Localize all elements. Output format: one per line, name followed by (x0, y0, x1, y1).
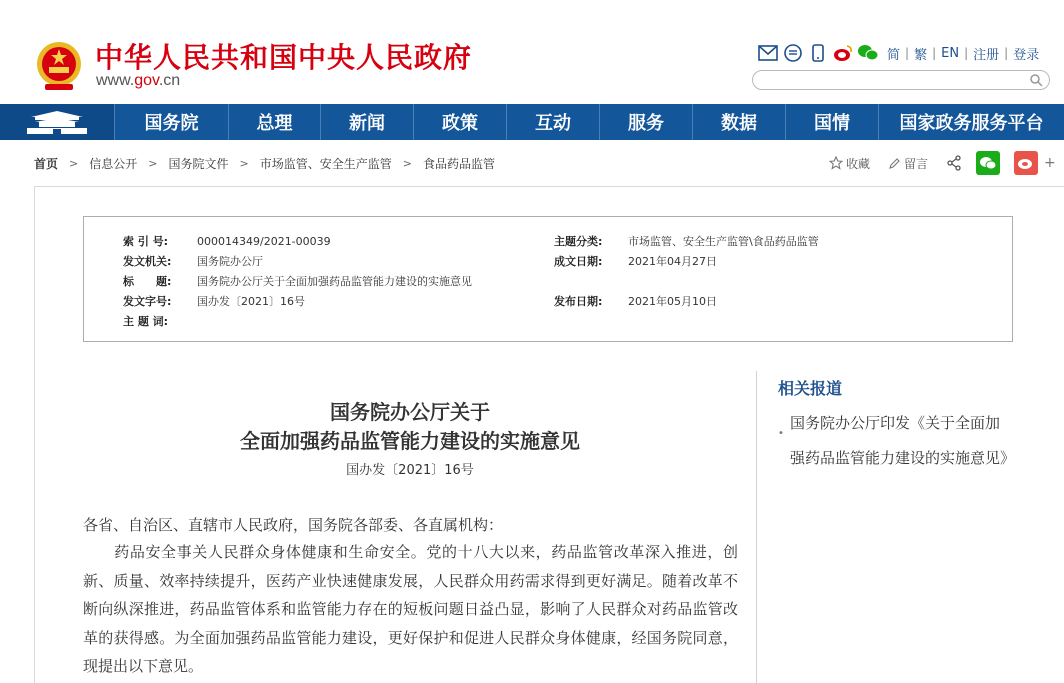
meta-keywords (123, 313, 197, 329)
document-metadata-box (83, 216, 1013, 342)
bullet-icon: • (778, 428, 784, 439)
meta-value: 国办发〔2021〕16号 (197, 295, 305, 308)
lang-simplified-link[interactable]: 简 (887, 47, 901, 63)
share-icon[interactable] (946, 155, 962, 171)
search-input[interactable] (763, 72, 1023, 88)
meta-value: 2021年04月27日 (628, 255, 717, 268)
meta-value: 国务院办公厅关于全面加强药品监管能力建设的实施意见 (197, 275, 472, 288)
favorite-link[interactable]: 收藏 (846, 156, 871, 171)
url-suffix: .cn (158, 72, 181, 89)
search-icon[interactable] (1029, 73, 1043, 87)
meta-label: 成文日期: (554, 255, 603, 268)
toolbar-separator: | (932, 46, 937, 60)
url-gov: gov (134, 72, 159, 89)
meta-value: 市场监管、安全生产监管\食品药品监管 (628, 235, 819, 248)
meta-title (123, 273, 472, 289)
breadcrumb-food-drug[interactable]: 食品药品监管 (422, 156, 495, 171)
chevron-right-icon: > (69, 156, 79, 170)
meta-label: 索 引 号: (123, 235, 169, 248)
share-bar (829, 151, 1056, 175)
site-title[interactable]: 中华人民共和国中央人民政府 (95, 41, 473, 74)
nav-item-national-info[interactable]: 国情 (785, 104, 878, 140)
search-box (752, 70, 1050, 90)
mobile-icon[interactable] (807, 42, 829, 64)
nav-item-news[interactable]: 新闻 (320, 104, 413, 140)
nav-item-interaction[interactable]: 互动 (506, 104, 599, 140)
url-prefix: www. (96, 72, 135, 89)
meta-value: 国务院办公厅 (197, 255, 263, 268)
meta-label: 主 题 词: (123, 315, 169, 328)
lang-traditional-link[interactable]: 繁 (914, 47, 928, 63)
meta-category (554, 233, 819, 249)
more-share-icon[interactable]: + (1044, 155, 1056, 171)
comment-link[interactable]: 留言 (904, 156, 929, 171)
breadcrumb-info-disclosure[interactable]: 信息公开 (89, 156, 138, 171)
chevron-right-icon: > (239, 156, 249, 170)
article-title-line1: 国务院办公厅关于 (330, 400, 490, 424)
nav-item-state-council[interactable]: 国务院 (114, 104, 228, 140)
article-title (84, 398, 736, 456)
main-nav (0, 104, 1064, 140)
nav-item-data[interactable]: 数据 (692, 104, 785, 140)
tiananmen-icon[interactable] (0, 104, 114, 140)
wechat-icon[interactable] (857, 42, 879, 64)
lang-english-link[interactable]: EN (941, 45, 960, 61)
meta-written-date (554, 253, 717, 269)
login-link[interactable]: 登录 (1013, 47, 1040, 63)
header-toolbar (757, 42, 1044, 64)
meta-label: 主题分类: (554, 235, 603, 248)
meta-index (123, 233, 331, 249)
column-divider (756, 371, 757, 683)
meta-issuer (123, 253, 263, 269)
nav-item-premier[interactable]: 总理 (228, 104, 320, 140)
nav-item-gov-service-platform[interactable]: 国家政务服务平台 (878, 104, 1064, 140)
chevron-right-icon: > (402, 156, 412, 170)
related-report-text[interactable]: 国务院办公厅印发《关于全面加强药品监管能力建设的实施意见》 (790, 414, 1016, 467)
national-emblem-icon[interactable] (34, 40, 84, 92)
meta-publish-date (554, 293, 717, 309)
star-icon[interactable] (829, 156, 843, 170)
article-salutation: 各省、自治区、直辖市人民政府，国务院各部委、各直属机构： (83, 516, 504, 534)
related-reports-title: 相关报道 (778, 379, 843, 398)
article-paragraph: 药品安全事关人民群众身体健康和生命安全。党的十八大以来，药品监管改革深入推进，创新、质量、效率持续提升，医药产业快速健康发展，人民群众用药需求得到更好满足。随着改革不断向纵深推进，药品监管体系和监管能力存在的短板问题日益凸显，影响了人民群众对药品监管改革的获得感。为全面加强药品监管能力建设，更好保护和促进人民群众身体健康，经国务院同意，现提出以下意见。 (83, 543, 738, 675)
mail-icon[interactable] (757, 42, 779, 64)
nav-item-services[interactable]: 服务 (599, 104, 692, 140)
toolbar-separator: | (964, 46, 969, 60)
weibo-icon[interactable] (832, 42, 854, 64)
article-title-line2: 全面加强药品监管能力建设的实施意见 (240, 429, 580, 453)
related-report-link[interactable] (778, 406, 1016, 476)
article-doc-number: 国办发〔2021〕16号 (346, 463, 474, 478)
site-header (0, 0, 1064, 104)
rss-icon[interactable] (782, 42, 804, 64)
toolbar-separator: | (905, 46, 910, 60)
breadcrumb-market-supervision[interactable]: 市场监管、安全生产监管 (259, 156, 392, 171)
nav-item-policy[interactable]: 政策 (413, 104, 506, 140)
breadcrumb-state-council-docs[interactable]: 国务院文件 (168, 156, 229, 171)
toolbar-separator: | (1004, 46, 1009, 60)
meta-value: 2021年05月10日 (628, 295, 717, 308)
breadcrumb-home[interactable]: 首页 (34, 156, 59, 171)
pencil-icon[interactable] (888, 157, 901, 170)
meta-label: 发文字号: (123, 295, 172, 308)
meta-value: 000014349/2021-00039 (197, 235, 331, 248)
meta-docno (123, 293, 305, 309)
wechat-share-icon[interactable] (976, 151, 1000, 175)
register-link[interactable]: 注册 (973, 47, 1000, 63)
chevron-right-icon: > (148, 156, 158, 170)
site-url (96, 72, 180, 90)
weibo-share-icon[interactable] (1014, 151, 1038, 175)
meta-label: 发文机关: (123, 255, 172, 268)
meta-label: 发布日期: (554, 295, 603, 308)
breadcrumb (34, 154, 495, 172)
meta-label: 标 题: (123, 275, 172, 288)
